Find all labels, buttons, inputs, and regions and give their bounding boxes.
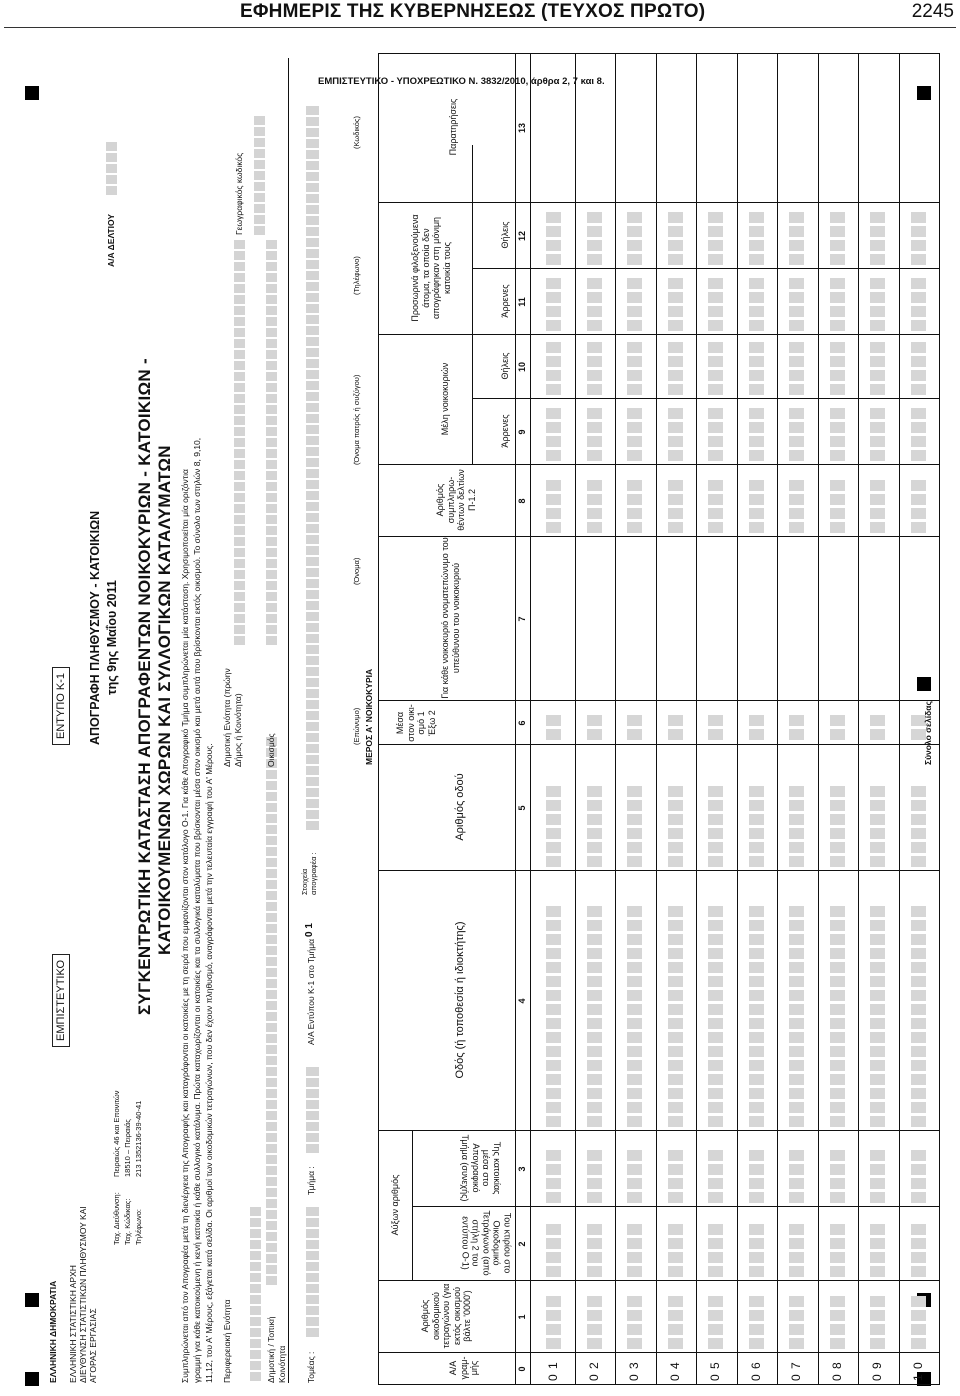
col-number-5: 5 — [517, 805, 527, 811]
entry-cells[interactable] — [749, 1224, 764, 1277]
entry-cells[interactable] — [911, 1150, 926, 1203]
entry-cells[interactable] — [546, 480, 561, 533]
entry-cells[interactable] — [627, 278, 642, 331]
col-number-13: 13 — [517, 123, 527, 134]
entry-cells[interactable] — [830, 480, 845, 533]
entry-cells[interactable] — [546, 408, 561, 461]
col-header-13: Παρατηρήσεις — [448, 98, 458, 156]
entry-cells[interactable] — [911, 1296, 926, 1349]
col-header-9: Άρρενες — [500, 414, 510, 448]
entry-cells[interactable] — [911, 906, 926, 1127]
entry-cells[interactable] — [546, 1150, 561, 1203]
entry-cells[interactable] — [870, 342, 885, 395]
entry-cells[interactable] — [789, 342, 804, 395]
group-header-members: Μέλη νοικοκυριών — [440, 362, 450, 436]
entry-cells[interactable] — [749, 212, 764, 265]
entry-cells[interactable] — [708, 786, 723, 867]
col-number-1: 1 — [517, 1314, 527, 1320]
entry-cells[interactable] — [749, 1296, 764, 1349]
col-header-2: Του κτιρίου στο Οικοδομικό Τετράγωνο (από στήλη 2 του εντύπου Ο-1) — [460, 1210, 513, 1276]
entry-cells[interactable] — [870, 278, 885, 331]
col-number-7: 7 — [517, 616, 527, 622]
postcode-value: 18510 – Πειραιάς — [123, 1119, 132, 1177]
table-row — [615, 53, 656, 1385]
entry-cells[interactable] — [627, 786, 642, 867]
municipal-unit-label: Δημοτική Ενότητα (πρώην Δήμος ή Κοινότητα) — [222, 668, 243, 767]
entry-cells[interactable] — [668, 212, 683, 265]
entry-cells[interactable] — [911, 408, 926, 461]
page-total-label: Σύνολο σελίδας — [923, 701, 933, 765]
col-header-10: Θήλεις — [500, 352, 510, 380]
entry-cells[interactable] — [668, 715, 683, 740]
entry-cells[interactable] — [870, 786, 885, 867]
entry-cells[interactable] — [587, 212, 602, 265]
census-date: της 9ης Μαΐου 2011 — [105, 580, 119, 695]
region-label: Περιφερειακή Ενότητα — [222, 1299, 232, 1383]
name-caption: (Όνομα) — [352, 557, 361, 585]
entry-cells[interactable] — [830, 342, 845, 395]
entry-cells[interactable] — [668, 342, 683, 395]
entry-cells[interactable] — [587, 342, 602, 395]
entry-cells[interactable] — [708, 1296, 723, 1349]
group-header-absent: Προσωρινά φιλοξενούμενα άτομα, τα οποία δεν απογράφηκαν στη μόνιμη κατοικία τους — [410, 214, 452, 322]
issuer-line-2: ΕΛΛΗΝΙΚΗ ΣΤΑΤΙΣΤΙΚΗ ΑΡΧΗ — [68, 1265, 78, 1383]
entry-cells[interactable] — [708, 1150, 723, 1203]
col-header-1: Αριθμός οικοδομικού τετραγώνου (για εκτός οικισμού βάλτε '0000') — [420, 1283, 472, 1349]
entry-cells[interactable] — [870, 1224, 885, 1277]
entry-cells[interactable] — [830, 786, 845, 867]
row-number: 0 1 — [546, 1361, 560, 1381]
entry-cells[interactable] — [870, 715, 885, 740]
father-spouse-caption: (Όνομα πατρός ή συζύγου) — [352, 374, 361, 465]
instruction-line-1: Συμπληρώνεται από τον Απογραφέα μετά τη διενέργεια της Απογραφής και καταγράφονται οι κατοικίες με τη σειρά που εμφανίζονται στον κατάλογο Ο-1. Για κάθε Απογραφικό Τμήμα συμπληρώνεται μία κατάσταση. Χρησιμοποιείται μία οριζόντια — [180, 469, 190, 1383]
entry-cells[interactable] — [830, 1296, 845, 1349]
entry-cells[interactable] — [870, 1150, 885, 1203]
entry-cells[interactable] — [587, 786, 602, 867]
instruction-line-2: γραμμή για κάθε κατοικούμενη ή κενή κατοικία ή κάθε συλλογικό κατάλυμα. Πρώτα καταχωρίζονται οι κατοικίες και τα συλλογικά καταλύματα που βρίσκονται μέσα στον οικισμό και μετά αυτά που βρίσκονται εκτός οικισμού. Το σύνολο των στηλών 8, 9,10, — [192, 437, 202, 1383]
page-header — [0, 0, 960, 30]
entry-cells[interactable] — [749, 342, 764, 395]
entry-cells[interactable] — [789, 1296, 804, 1349]
issuer-line-4: ΑΓΟΡΑΣ ΕΡΓΑΣΙΑΣ — [88, 1308, 98, 1383]
col-header-12: Θήλεις — [500, 221, 510, 249]
col-number-12: 12 — [517, 231, 527, 242]
entry-cells[interactable] — [911, 278, 926, 331]
entry-cells[interactable] — [668, 408, 683, 461]
entry-cells[interactable] — [668, 1296, 683, 1349]
col-header-4: Οδός (ή τοποθεσία ή ιδιοκτήτης) — [454, 921, 466, 1079]
entry-cells[interactable] — [789, 786, 804, 867]
entry-cells[interactable] — [789, 715, 804, 740]
entry-cells[interactable] — [749, 1150, 764, 1203]
entry-cells[interactable] — [708, 342, 723, 395]
gazette-title: ΕΦΗΜΕΡΙΣ ΤΗΣ ΚΥΒΕΡΝΗΣΕΩΣ (ΤΕΥΧΟΣ ΠΡΩΤΟ) — [240, 1, 706, 22]
entry-cells[interactable] — [627, 1296, 642, 1349]
entry-cells[interactable] — [708, 408, 723, 461]
col-number-6: 6 — [517, 720, 527, 726]
entry-cells[interactable] — [789, 212, 804, 265]
enumerator-details-label: Στοιχεία απογραφέα : — [300, 852, 318, 895]
entry-cells[interactable] — [830, 278, 845, 331]
entry-cells[interactable] — [911, 342, 926, 395]
table-row — [777, 53, 818, 1385]
entry-cells[interactable] — [911, 1224, 926, 1277]
row-number: 0 4 — [667, 1361, 682, 1381]
phone-caption: (Τηλέφωνο) — [352, 256, 361, 295]
surname-caption: (Επώνυμο) — [352, 707, 361, 745]
entry-cells[interactable] — [789, 408, 804, 461]
row-number: 1 0 — [910, 1361, 925, 1381]
entry-cells[interactable] — [668, 906, 683, 1127]
entry-cells[interactable] — [587, 480, 602, 533]
row-number: 0 9 — [870, 1361, 884, 1381]
census-title: ΑΠΟΓΡΑΦΗ ΠΛΗΘΥΣΜΟΥ - ΚΑΤΟΙΚΙΩΝ — [88, 510, 102, 745]
row-number: 0 3 — [627, 1361, 641, 1381]
phone-value: 213 1352136-39-40-41 — [134, 1100, 143, 1177]
col-header-11: Άρρενες — [500, 284, 510, 318]
table-row — [534, 53, 575, 1385]
entry-cells[interactable] — [627, 715, 642, 740]
col-header-5: Αριθμός οδού — [454, 773, 466, 841]
table-row — [575, 53, 616, 1385]
entry-cells[interactable] — [708, 715, 723, 740]
entry-cells[interactable] — [870, 1296, 885, 1349]
entry-cells[interactable] — [546, 212, 561, 265]
entry-cells[interactable] — [870, 408, 885, 461]
entry-cells[interactable] — [546, 1224, 561, 1277]
col-number-8: 8 — [517, 498, 527, 504]
col-number-10: 10 — [517, 362, 527, 373]
entry-cells[interactable] — [911, 212, 926, 265]
entry-cells[interactable] — [668, 278, 683, 331]
section-label: Τμήμα : — [306, 1166, 316, 1195]
entry-cells[interactable] — [668, 480, 683, 533]
entry-cells[interactable] — [627, 906, 642, 1127]
local-community-label: Δημοτική / Τοπική Κοινότητα — [266, 1316, 287, 1383]
entry-cells[interactable] — [708, 278, 723, 331]
entry-cells[interactable] — [911, 480, 926, 533]
entry-cells[interactable] — [546, 906, 561, 1127]
legal-basis: ΕΜΠΙΣΤΕΥΤΙΚΟ - ΥΠΟΧΡΕΩΤΙΚΟ Ν. 3832/2010, άρθρα 2, 7 και 8. — [318, 76, 605, 87]
col-number-4: 4 — [517, 998, 527, 1004]
entry-cells[interactable] — [627, 342, 642, 395]
entry-cells[interactable] — [749, 408, 764, 461]
entry-cells[interactable] — [789, 1150, 804, 1203]
entry-cells[interactable] — [870, 480, 885, 533]
entry-cells[interactable] — [749, 480, 764, 533]
k1-serial-label: Α/Α Εντύπου Κ-1 στο Τμήμα — [306, 938, 316, 1045]
entry-cells[interactable] — [708, 1224, 723, 1277]
entry-cells[interactable] — [749, 278, 764, 331]
entry-cells[interactable] — [749, 715, 764, 740]
entry-cells[interactable] — [668, 1224, 683, 1277]
entry-cells[interactable] — [627, 480, 642, 533]
entry-cells[interactable] — [627, 1224, 642, 1277]
row-number: 0 8 — [829, 1361, 844, 1381]
census-form-k1 — [20, 53, 940, 1385]
code-caption: (Κωδικός) — [352, 115, 361, 149]
part-a-title: ΜΕΡΟΣ Α' ΝΟΙΚΟΚΥΡΙΑ — [364, 668, 374, 765]
table-row — [737, 53, 778, 1385]
entry-cells[interactable] — [830, 906, 845, 1127]
sector-label: Τομέας : — [306, 1351, 316, 1383]
table-row — [818, 53, 859, 1385]
entry-cells[interactable] — [830, 1224, 845, 1277]
entry-cells[interactable] — [911, 786, 926, 867]
entry-cells[interactable] — [668, 1150, 683, 1203]
col-header-7: Για κάθε νοικοκυριό ονοματεπώνυμο του υπεύθυνου του νοικοκυριού — [440, 537, 461, 699]
entry-cells[interactable] — [627, 408, 642, 461]
table-row — [858, 53, 899, 1385]
entry-cells[interactable] — [587, 715, 602, 740]
entry-cells[interactable] — [749, 786, 764, 867]
entry-cells[interactable] — [830, 715, 845, 740]
address-label: Ταχ. Διεύθυνση: — [112, 1192, 121, 1245]
entry-cells[interactable] — [708, 480, 723, 533]
entry-cells[interactable] — [789, 1224, 804, 1277]
entry-cells[interactable] — [789, 906, 804, 1127]
entry-cells[interactable] — [870, 212, 885, 265]
entry-cells[interactable] — [789, 480, 804, 533]
entry-cells[interactable] — [587, 1150, 602, 1203]
entry-cells[interactable] — [830, 408, 845, 461]
entry-cells[interactable] — [587, 1224, 602, 1277]
col-number-3: 3 — [517, 1166, 527, 1172]
entry-cells[interactable] — [587, 1296, 602, 1349]
confidential-label: ΕΜΠΙΣΤΕΥΤΙΚΟ — [52, 954, 70, 1047]
row-number: 0 7 — [789, 1361, 803, 1381]
entry-cells[interactable] — [587, 906, 602, 1127]
instruction-line-3: 11,12, του Α' Μέρους, εξάγεται κατά σελίδα. Οι αριθμοί των οικοδομικών τετραγώνων, που δεν έχουν πληθυσμό, αναγράφονται μετά την τελευταία εγγραφή του Α' Μέρους. — [204, 743, 214, 1383]
table-row — [696, 53, 737, 1385]
issuer-line-1: ΕΛΛΗΝΙΚΗ ΔΗΜΟΚΡΑΤΙΑ — [48, 1280, 58, 1383]
entry-cells[interactable] — [587, 278, 602, 331]
settlement-label: Οικισμός — [266, 733, 276, 767]
entry-cells[interactable] — [546, 342, 561, 395]
issuer-line-3: ΔΙΕΥΘΥΝΣΗ ΣΤΑΤΙΣΤΙΚΩΝ ΠΛΗΘΥΣΜΟΥ ΚΑΙ — [78, 1206, 88, 1383]
table-row — [656, 53, 697, 1385]
page-number: 2245 — [911, 1, 954, 22]
entry-cells[interactable] — [749, 906, 764, 1127]
col-number-11: 11 — [517, 297, 527, 307]
geo-code-label: Γεωγραφικός κωδικός — [234, 152, 244, 235]
households-table — [20, 53, 940, 1385]
entry-cells[interactable] — [870, 906, 885, 1127]
entry-cells[interactable] — [546, 1296, 561, 1349]
col-header-6: Μέσα στον οικι-σμό 1 Έξω 2 — [395, 704, 437, 742]
entry-cells[interactable] — [546, 786, 561, 867]
entry-cells[interactable] — [546, 715, 561, 740]
group-header-serial: Αύξων αριθμός — [390, 1174, 400, 1236]
entry-cells[interactable] — [587, 408, 602, 461]
entry-cells[interactable] — [627, 212, 642, 265]
entry-cells[interactable] — [627, 1150, 642, 1203]
entry-cells[interactable] — [830, 212, 845, 265]
entry-cells[interactable] — [830, 1150, 845, 1203]
k1-serial-value: 0 1 — [304, 923, 315, 937]
form-code: ΕΝΤΥΠΟ Κ-1 — [52, 667, 70, 745]
entry-cells[interactable] — [546, 278, 561, 331]
entry-cells[interactable] — [668, 786, 683, 867]
address-value: Πειραιώς 46 και Επονιτών — [112, 1090, 121, 1177]
row-number: 0 2 — [586, 1361, 601, 1381]
col-header-8: Αριθμός συμπληρω-θέντων δελτίων Π-1.2 — [435, 469, 477, 531]
col-header-0: Α/Α γραμ-μής — [448, 1356, 479, 1380]
postcode-label: Ταχ. Κώδικας: — [123, 1198, 132, 1245]
entry-cells[interactable] — [708, 906, 723, 1127]
phone-label: Τηλέφωνο: — [134, 1208, 143, 1245]
entry-cells[interactable] — [708, 212, 723, 265]
entry-cells[interactable] — [789, 278, 804, 331]
row-number: 0 6 — [748, 1361, 763, 1381]
col-number-0: 0 — [517, 1366, 527, 1372]
header-rule — [4, 27, 956, 28]
col-number-9: 9 — [517, 429, 527, 435]
col-header-3: Της κατοικίας μέσα στο Απογραφικό Τμήμα (συνεχής) — [460, 1134, 502, 1202]
col-number-2: 2 — [517, 1241, 527, 1247]
main-title-line-2: ΚΑΤΟΙΚΟΥΜΕΝΩΝ ΧΩΡΩΝ ΚΑΙ ΣΥΛΛΟΓΙΚΩΝ ΚΑΤΑΛΥΜΑΤΩΝ — [155, 445, 174, 955]
main-title-line-1: ΣΥΓΚΕΝΤΡΩΤΙΚΗ ΚΑΤΑΣΤΑΣΗ ΑΠΟΓΡΑΦΕΝΤΩΝ ΝΟΙΚΟΚΥΡΙΩΝ - ΚΑΤΟΙΚΙΩΝ - — [135, 358, 154, 1015]
row-number: 0 5 — [708, 1361, 722, 1381]
bulletin-number-label: Α/Α ΔΕΛΤΙΟΥ — [106, 213, 116, 267]
